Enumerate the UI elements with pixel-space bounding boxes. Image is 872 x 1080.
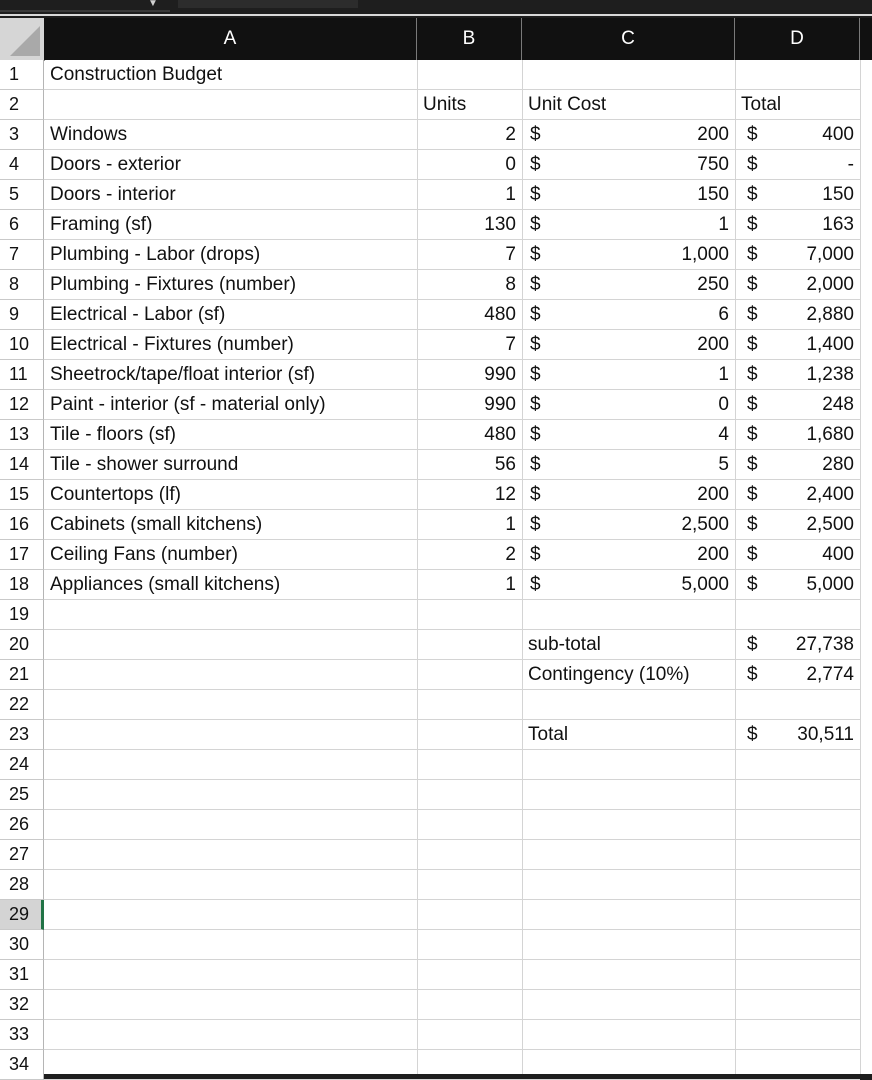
currency-symbol: $ bbox=[530, 304, 541, 325]
formula-bar[interactable] bbox=[178, 0, 358, 8]
cell-c12[interactable]: 0 bbox=[718, 394, 729, 415]
cell-a29[interactable] bbox=[44, 900, 417, 930]
cell-d27[interactable] bbox=[735, 840, 860, 870]
cell-d10[interactable]: 1,400 bbox=[806, 334, 854, 355]
cell-d3[interactable]: 400 bbox=[822, 124, 854, 145]
cell-d7[interactable]: 7,000 bbox=[806, 244, 854, 265]
currency-symbol: $ bbox=[747, 424, 758, 445]
cell-b14[interactable]: 56 bbox=[494, 454, 516, 475]
cell-d5[interactable]: 150 bbox=[822, 184, 854, 205]
cell-a23[interactable] bbox=[44, 720, 417, 750]
name-box[interactable] bbox=[0, 0, 170, 12]
cell-b10[interactable]: 7 bbox=[505, 334, 516, 355]
column-divider bbox=[860, 60, 861, 1074]
cell-b8[interactable]: 8 bbox=[505, 274, 516, 295]
row-header[interactable]: 9 bbox=[0, 300, 44, 330]
cell-d11[interactable]: 1,238 bbox=[806, 364, 854, 385]
cell-d33[interactable] bbox=[735, 1020, 860, 1050]
cell-a14[interactable]: Tile - shower surround bbox=[50, 454, 239, 475]
cell-b21[interactable] bbox=[417, 660, 522, 690]
row-header[interactable]: 13 bbox=[0, 420, 44, 450]
cell-d17[interactable]: 400 bbox=[822, 544, 854, 565]
currency-symbol: $ bbox=[747, 274, 758, 295]
cell-a19[interactable] bbox=[44, 600, 417, 630]
column-header-b[interactable]: B bbox=[417, 18, 522, 60]
cell-d1[interactable] bbox=[735, 60, 860, 90]
cell-c13[interactable]: 4 bbox=[718, 424, 729, 445]
cell-c21[interactable]: Contingency (10%) bbox=[528, 664, 690, 685]
cell-d12[interactable]: 248 bbox=[822, 394, 854, 415]
cell-c26[interactable] bbox=[522, 810, 735, 840]
currency-symbol: $ bbox=[747, 454, 758, 475]
cell-a24[interactable] bbox=[44, 750, 417, 780]
row-header[interactable]: 4 bbox=[0, 150, 44, 180]
cell-c20[interactable]: sub-total bbox=[528, 634, 601, 655]
row-header[interactable]: 20 bbox=[0, 630, 44, 660]
cell-b16[interactable]: 1 bbox=[505, 514, 516, 535]
currency-symbol: $ bbox=[747, 124, 758, 145]
row-header[interactable]: 14 bbox=[0, 450, 44, 480]
currency-symbol: $ bbox=[747, 514, 758, 535]
cell-c30[interactable] bbox=[522, 930, 735, 960]
cell-c18[interactable]: 5,000 bbox=[681, 574, 729, 595]
cell-d25[interactable] bbox=[735, 780, 860, 810]
cell-d24[interactable] bbox=[735, 750, 860, 780]
row-header[interactable]: 17 bbox=[0, 540, 44, 570]
row-header[interactable]: 12 bbox=[0, 390, 44, 420]
currency-symbol: $ bbox=[530, 424, 541, 445]
cell-c15[interactable]: 200 bbox=[697, 484, 729, 505]
cell-d8[interactable]: 2,000 bbox=[806, 274, 854, 295]
cell-d19[interactable] bbox=[735, 600, 860, 630]
column-header-a[interactable]: A bbox=[44, 18, 417, 60]
cell-b24[interactable] bbox=[417, 750, 522, 780]
column-header-c[interactable]: C bbox=[522, 18, 735, 60]
row-header[interactable]: 1 bbox=[0, 60, 44, 90]
cell-a16[interactable]: Cabinets (small kitchens) bbox=[50, 514, 263, 535]
cell-a28[interactable] bbox=[44, 870, 417, 900]
cell-c32[interactable] bbox=[522, 990, 735, 1020]
cell-a22[interactable] bbox=[44, 690, 417, 720]
cell-b27[interactable] bbox=[417, 840, 522, 870]
cell-b33[interactable] bbox=[417, 1020, 522, 1050]
cell-c3[interactable]: 200 bbox=[697, 124, 729, 145]
cell-b2[interactable]: Units bbox=[423, 94, 467, 115]
row-header[interactable]: 30 bbox=[0, 930, 44, 960]
cell-b22[interactable] bbox=[417, 690, 522, 720]
currency-symbol: $ bbox=[747, 544, 758, 565]
cell-d26[interactable] bbox=[735, 810, 860, 840]
row-header[interactable]: 23 bbox=[0, 720, 44, 750]
cell-b15[interactable]: 12 bbox=[494, 484, 516, 505]
cell-a9[interactable]: Electrical - Labor (sf) bbox=[50, 304, 226, 325]
column-header-d[interactable]: D bbox=[735, 18, 860, 60]
select-all-button[interactable] bbox=[0, 18, 45, 61]
cell-a20[interactable] bbox=[44, 630, 417, 660]
cell-b18[interactable]: 1 bbox=[505, 574, 516, 595]
chevron-down-icon[interactable]: ▼ bbox=[148, 0, 158, 9]
cell-a5[interactable]: Doors - interior bbox=[50, 184, 176, 205]
cell-c31[interactable] bbox=[522, 960, 735, 990]
cell-c24[interactable] bbox=[522, 750, 735, 780]
currency-symbol: $ bbox=[747, 214, 758, 235]
row-header[interactable]: 7 bbox=[0, 240, 44, 270]
cell-c7[interactable]: 1,000 bbox=[681, 244, 729, 265]
row-header[interactable]: 32 bbox=[0, 990, 44, 1020]
cell-d22[interactable] bbox=[735, 690, 860, 720]
cell-a7[interactable]: Plumbing - Labor (drops) bbox=[50, 244, 261, 265]
cell-c5[interactable]: 150 bbox=[697, 184, 729, 205]
cell-b32[interactable] bbox=[417, 990, 522, 1020]
currency-symbol: $ bbox=[747, 304, 758, 325]
currency-symbol: $ bbox=[530, 574, 541, 595]
cell-b29[interactable] bbox=[417, 900, 522, 930]
cell-a13[interactable]: Tile - floors (sf) bbox=[50, 424, 176, 445]
row-header[interactable]: 27 bbox=[0, 840, 44, 870]
cell-a25[interactable] bbox=[44, 780, 417, 810]
row-header[interactable]: 22 bbox=[0, 690, 44, 720]
cell-d30[interactable] bbox=[735, 930, 860, 960]
row-header[interactable]: 6 bbox=[0, 210, 44, 240]
cell-c25[interactable] bbox=[522, 780, 735, 810]
cell-d23[interactable]: 30,511 bbox=[797, 724, 854, 745]
cell-a2[interactable] bbox=[44, 90, 417, 120]
cell-c10[interactable]: 200 bbox=[697, 334, 729, 355]
cell-d18[interactable]: 5,000 bbox=[806, 574, 854, 595]
cell-b5[interactable]: 1 bbox=[505, 184, 516, 205]
cell-d34[interactable] bbox=[735, 1050, 860, 1080]
currency-symbol: $ bbox=[747, 634, 758, 655]
currency-symbol: $ bbox=[530, 334, 541, 355]
cell-b34[interactable] bbox=[417, 1050, 522, 1080]
row-header[interactable]: 11 bbox=[0, 360, 44, 390]
cell-d4[interactable]: - bbox=[847, 154, 854, 175]
row-header[interactable]: 2 bbox=[0, 90, 44, 120]
currency-symbol: $ bbox=[747, 394, 758, 415]
cell-b12[interactable]: 990 bbox=[484, 394, 516, 415]
cell-d2[interactable]: Total bbox=[741, 94, 782, 115]
cell-b19[interactable] bbox=[417, 600, 522, 630]
row-header[interactable]: 19 bbox=[0, 600, 44, 630]
cell-a11[interactable]: Sheetrock/tape/float interior (sf) bbox=[50, 364, 316, 385]
cell-c11[interactable]: 1 bbox=[718, 364, 729, 385]
cell-b28[interactable] bbox=[417, 870, 522, 900]
cell-c14[interactable]: 5 bbox=[718, 454, 729, 475]
cell-b1[interactable] bbox=[417, 60, 522, 90]
currency-symbol: $ bbox=[530, 454, 541, 475]
select-all-triangle-icon bbox=[10, 26, 40, 56]
currency-symbol: $ bbox=[530, 154, 541, 175]
cell-d29[interactable] bbox=[735, 900, 860, 930]
currency-symbol: $ bbox=[530, 244, 541, 265]
currency-symbol: $ bbox=[747, 574, 758, 595]
cell-b3[interactable]: 2 bbox=[505, 124, 516, 145]
currency-symbol: $ bbox=[530, 214, 541, 235]
divider bbox=[0, 14, 872, 16]
cell-c1[interactable] bbox=[522, 60, 735, 90]
cell-a27[interactable] bbox=[44, 840, 417, 870]
cell-a6[interactable]: Framing (sf) bbox=[50, 214, 153, 235]
currency-symbol: $ bbox=[530, 124, 541, 145]
cell-d32[interactable] bbox=[735, 990, 860, 1020]
cell-c6[interactable]: 1 bbox=[718, 214, 729, 235]
cell-b20[interactable] bbox=[417, 630, 522, 660]
column-header-e[interactable] bbox=[860, 18, 872, 60]
cell-c16[interactable]: 2,500 bbox=[681, 514, 729, 535]
cell-b6[interactable]: 130 bbox=[484, 214, 516, 235]
cell-d9[interactable]: 2,880 bbox=[806, 304, 854, 325]
row-header[interactable]: 25 bbox=[0, 780, 44, 810]
cell-d31[interactable] bbox=[735, 960, 860, 990]
currency-symbol: $ bbox=[530, 514, 541, 535]
cell-c28[interactable] bbox=[522, 870, 735, 900]
cell-b13[interactable]: 480 bbox=[484, 424, 516, 445]
cell-b4[interactable]: 0 bbox=[505, 154, 516, 175]
currency-symbol: $ bbox=[747, 724, 758, 745]
cell-a8[interactable]: Plumbing - Fixtures (number) bbox=[50, 274, 297, 295]
cell-d15[interactable]: 2,400 bbox=[806, 484, 854, 505]
spreadsheet-grid[interactable] bbox=[0, 18, 872, 1074]
cell-b25[interactable] bbox=[417, 780, 522, 810]
row-header[interactable]: 16 bbox=[0, 510, 44, 540]
cell-a15[interactable]: Countertops (lf) bbox=[50, 484, 181, 505]
row-header[interactable]: 26 bbox=[0, 810, 44, 840]
row-header[interactable]: 10 bbox=[0, 330, 44, 360]
cell-b23[interactable] bbox=[417, 720, 522, 750]
cell-b17[interactable]: 2 bbox=[505, 544, 516, 565]
row-header[interactable]: 34 bbox=[0, 1050, 44, 1080]
currency-symbol: $ bbox=[530, 484, 541, 505]
currency-symbol: $ bbox=[747, 154, 758, 175]
cell-a33[interactable] bbox=[44, 1020, 417, 1050]
row-header[interactable]: 28 bbox=[0, 870, 44, 900]
cell-c4[interactable]: 750 bbox=[697, 154, 729, 175]
cell-d13[interactable]: 1,680 bbox=[806, 424, 854, 445]
cell-a4[interactable]: Doors - exterior bbox=[50, 154, 181, 175]
row-header[interactable]: 5 bbox=[0, 180, 44, 210]
cell-d16[interactable]: 2,500 bbox=[806, 514, 854, 535]
cell-a21[interactable] bbox=[44, 660, 417, 690]
row-header[interactable]: 24 bbox=[0, 750, 44, 780]
currency-symbol: $ bbox=[747, 664, 758, 685]
cell-c34[interactable] bbox=[522, 1050, 735, 1080]
cell-a1[interactable]: Construction Budget bbox=[50, 64, 223, 85]
cell-a34[interactable] bbox=[44, 1050, 417, 1080]
currency-symbol: $ bbox=[530, 364, 541, 385]
cell-b9[interactable]: 480 bbox=[484, 304, 516, 325]
row-header[interactable]: 15 bbox=[0, 480, 44, 510]
cell-c2[interactable]: Unit Cost bbox=[528, 94, 607, 115]
cell-a31[interactable] bbox=[44, 960, 417, 990]
cell-a32[interactable] bbox=[44, 990, 417, 1020]
row-header[interactable]: 31 bbox=[0, 960, 44, 990]
cell-d6[interactable]: 163 bbox=[822, 214, 854, 235]
row-header[interactable]: 33 bbox=[0, 1020, 44, 1050]
cell-d28[interactable] bbox=[735, 870, 860, 900]
currency-symbol: $ bbox=[530, 544, 541, 565]
row-header[interactable]: 21 bbox=[0, 660, 44, 690]
currency-symbol: $ bbox=[747, 244, 758, 265]
cell-c27[interactable] bbox=[522, 840, 735, 870]
currency-symbol: $ bbox=[747, 364, 758, 385]
row-header[interactable]: 8 bbox=[0, 270, 44, 300]
row-header[interactable]: 18 bbox=[0, 570, 44, 600]
cell-c23[interactable]: Total bbox=[528, 724, 569, 745]
cell-c29[interactable] bbox=[522, 900, 735, 930]
cell-a10[interactable]: Electrical - Fixtures (number) bbox=[50, 334, 294, 355]
toolbar-strip bbox=[0, 0, 872, 16]
cell-c33[interactable] bbox=[522, 1020, 735, 1050]
cell-d21[interactable]: 2,774 bbox=[806, 664, 854, 685]
currency-symbol: $ bbox=[747, 334, 758, 355]
cell-c8[interactable]: 250 bbox=[697, 274, 729, 295]
cell-b7[interactable]: 7 bbox=[505, 244, 516, 265]
cell-a26[interactable] bbox=[44, 810, 417, 840]
currency-symbol: $ bbox=[530, 394, 541, 415]
cell-a17[interactable]: Ceiling Fans (number) bbox=[50, 544, 238, 565]
cell-a30[interactable] bbox=[44, 930, 417, 960]
row-header[interactable]: 3 bbox=[0, 120, 44, 150]
cell-a3[interactable]: Windows bbox=[50, 124, 128, 145]
cell-b30[interactable] bbox=[417, 930, 522, 960]
cell-d14[interactable]: 280 bbox=[822, 454, 854, 475]
cell-c22[interactable] bbox=[522, 690, 735, 720]
cell-b11[interactable]: 990 bbox=[484, 364, 516, 385]
currency-symbol: $ bbox=[530, 184, 541, 205]
currency-symbol: $ bbox=[530, 274, 541, 295]
cell-a12[interactable]: Paint - interior (sf - material only) bbox=[50, 394, 326, 415]
cell-b31[interactable] bbox=[417, 960, 522, 990]
cell-a18[interactable]: Appliances (small kitchens) bbox=[50, 574, 281, 595]
cell-b26[interactable] bbox=[417, 810, 522, 840]
cell-c17[interactable]: 200 bbox=[697, 544, 729, 565]
currency-symbol: $ bbox=[747, 484, 758, 505]
cell-d20[interactable]: 27,738 bbox=[795, 634, 854, 655]
currency-symbol: $ bbox=[747, 184, 758, 205]
cell-c9[interactable]: 6 bbox=[718, 304, 729, 325]
cell-c19[interactable] bbox=[522, 600, 735, 630]
row-header[interactable]: 29 bbox=[0, 900, 44, 930]
